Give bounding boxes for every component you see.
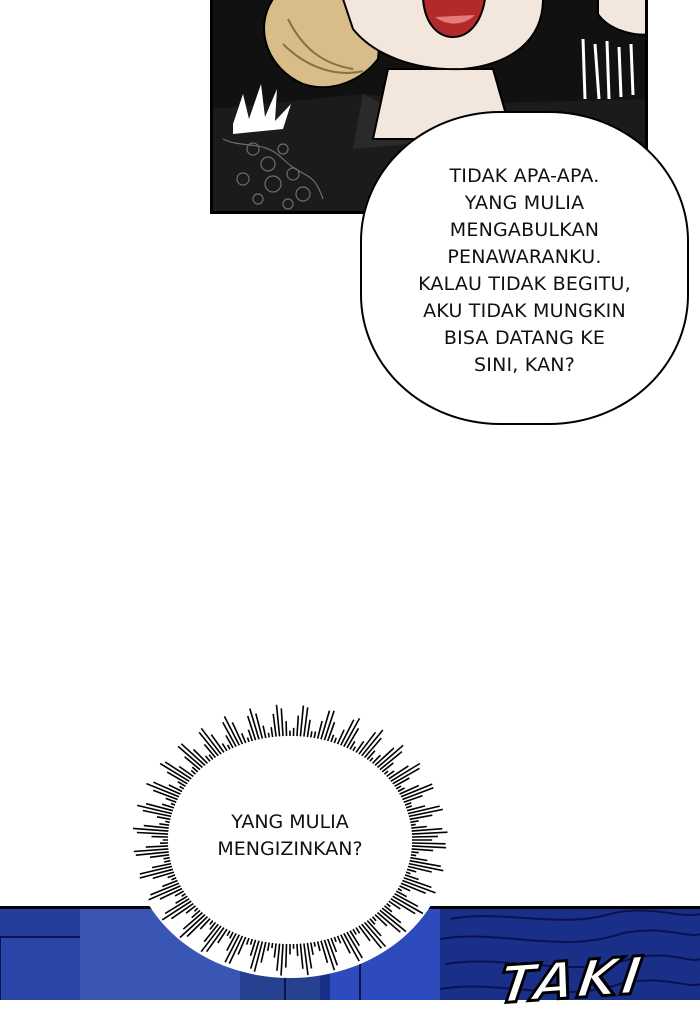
burst-bubble: [125, 700, 455, 980]
speech-line: KALAU TIDAK BEGITU,: [418, 273, 631, 295]
speech-line: AKU TIDAK MUNGKIN: [423, 300, 626, 322]
speech-line: TIDAK APA-APA.: [449, 165, 600, 187]
speech-bubble: [360, 111, 689, 425]
speech-line: SINI, KAN?: [474, 354, 575, 376]
speech-line: BISA DATANG KE: [443, 327, 606, 349]
speech-line: MENGABULKAN: [449, 219, 600, 241]
burst-line: MENGIZINKAN?: [217, 838, 363, 860]
burst-bubble-text: [125, 700, 455, 980]
burst-line: YANG MULIA: [231, 811, 349, 833]
sound-effect-text: TAKI: [494, 946, 649, 1016]
speech-line: PENAWARANKU.: [447, 246, 602, 268]
speech-line: YANG MULIA: [464, 192, 585, 214]
speech-bubble-text: [400, 163, 650, 379]
